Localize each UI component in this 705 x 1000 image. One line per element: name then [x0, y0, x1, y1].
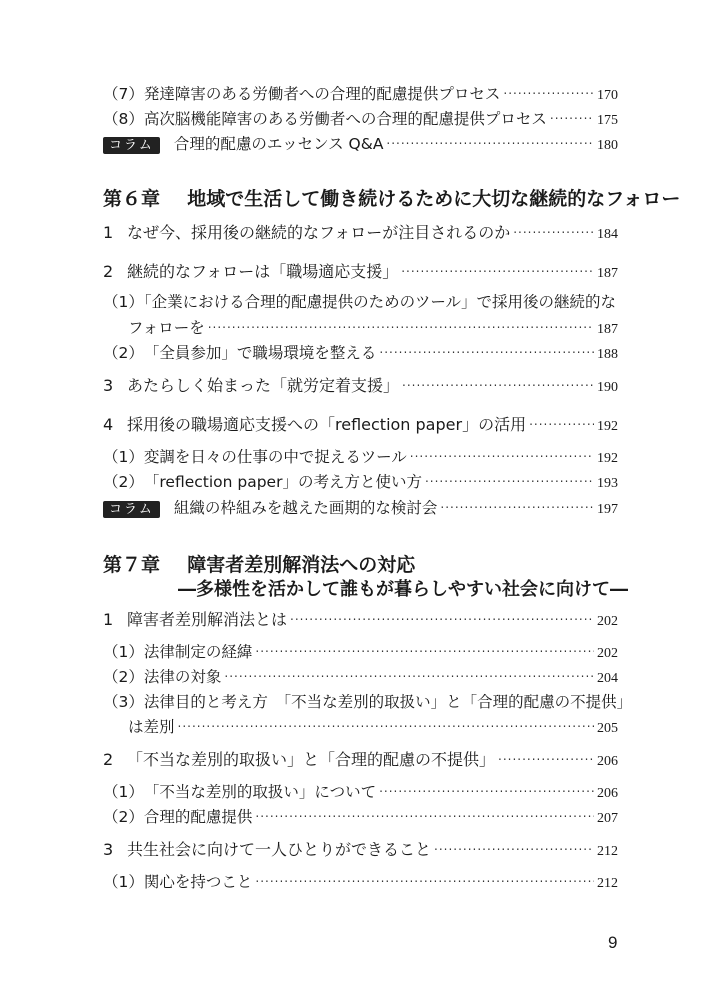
leader-dots: [425, 477, 594, 489]
entry-title: 合理的配慮提供: [143, 808, 253, 826]
page-number: 187: [597, 266, 618, 281]
toc-entry: [103, 610, 618, 632]
leader-dots: [255, 877, 594, 889]
leader-dots: [410, 452, 594, 464]
toc-entry: [103, 840, 618, 862]
entry-title: 関心を持つこと: [143, 873, 253, 891]
entry-title: あたらしく始まった「就労定着支援」: [127, 376, 400, 395]
entry-number: （1）: [103, 448, 144, 466]
entry-title: 継続的なフォローは「職場適応支援」: [127, 262, 399, 281]
entry-title: 法律制定の経緯: [143, 643, 253, 661]
toc-entry: [103, 667, 618, 689]
entry-number: （2）: [103, 473, 144, 491]
page-number: 204: [597, 671, 618, 686]
column-badge: コラム: [103, 501, 160, 518]
entry-title: なぜ今、採用後の継続的なフォローが注目されるのか: [127, 223, 511, 242]
page-number: 207: [597, 811, 618, 826]
toc-entry: [103, 84, 618, 106]
page-number: 192: [597, 451, 618, 466]
toc-entry-column: [103, 498, 618, 520]
entry-title: フォローを: [128, 319, 205, 337]
page-number: 192: [597, 419, 618, 434]
chapter-label: 第６章: [103, 188, 161, 210]
entry-title: 「全員参加」で職場環境を整える: [143, 344, 377, 362]
entry-title: 「不当な差別的取扱い」と「合理的配慮の不提供」: [127, 750, 496, 769]
entry-number: 2: [103, 750, 114, 769]
toc-entry: [103, 415, 618, 437]
leader-dots: [401, 267, 594, 279]
page-number: 180: [597, 138, 618, 153]
toc-entry: [103, 750, 618, 772]
page-number: 188: [597, 347, 618, 362]
leader-dots: [402, 381, 594, 393]
entry-title: 法律の対象: [143, 668, 222, 686]
entry-number: （1）: [103, 643, 144, 661]
page-number: 206: [597, 786, 618, 801]
entry-title: 合理的配慮のエッセンス Q&A: [173, 135, 384, 153]
page-number: 202: [597, 646, 618, 661]
entry-title: は差別: [128, 718, 175, 736]
entry-number: 3: [103, 376, 114, 395]
entry-title: 「不当な差別的取扱い」について: [143, 783, 377, 801]
folio-page-number: 9: [608, 933, 618, 952]
toc-entry: [103, 872, 618, 894]
leader-dots: [440, 503, 594, 515]
page-number: 212: [597, 876, 618, 891]
toc-entry: [103, 782, 618, 804]
entry-number: （8）: [103, 110, 144, 128]
leader-dots: [178, 722, 594, 734]
leader-dots: [550, 114, 594, 126]
entry-title: 共生社会に向けて一人ひとりができること: [127, 840, 432, 859]
entry-number: 2: [103, 262, 114, 281]
chapter-heading: [103, 184, 680, 211]
toc-entry: [103, 807, 618, 829]
entry-number: 1: [103, 223, 114, 242]
toc-entry: [103, 642, 618, 664]
entry-number: （3）: [103, 693, 144, 711]
entry-title: 変調を日々の仕事の中で捉えるツール: [143, 448, 407, 466]
page-number: 202: [597, 614, 618, 629]
leader-dots: [290, 615, 594, 627]
entry-number: （7）: [103, 85, 144, 103]
entry-number: 4: [103, 415, 114, 434]
chapter-subtitle: ―多様性を活かして誰もが暮らしやすい社会に向けて―: [178, 579, 628, 600]
leader-dots: [379, 348, 594, 360]
page-number: 193: [597, 476, 618, 491]
chapter-title: 地域で生活して働き続けるために大切な継続的なフォロー: [187, 188, 681, 210]
toc-entry-line1: [103, 292, 616, 312]
entry-title: 採用後の職場適応支援への「reflection paper」の活用: [127, 415, 527, 434]
entry-number: （2）: [103, 808, 144, 826]
page-number: 197: [597, 502, 618, 517]
page-number: 206: [597, 754, 618, 769]
chapter-heading: [103, 550, 415, 577]
leader-dots: [255, 647, 594, 659]
entry-number: （2）: [103, 344, 144, 362]
entry-title: 法律目的と考え方 「不当な差別的取扱い」と「合理的配慮の不提供」: [143, 693, 633, 711]
toc-entry: [128, 318, 618, 340]
entry-title: 障害者差別解消法とは: [127, 610, 288, 629]
entry-number: 3: [103, 840, 114, 859]
page-number: 175: [597, 113, 618, 128]
leader-dots: [208, 323, 594, 335]
leader-dots: [529, 420, 594, 432]
entry-number: （1）: [103, 293, 144, 311]
toc-entry: [103, 262, 618, 284]
page-number: 184: [597, 227, 618, 242]
leader-dots: [386, 139, 594, 151]
toc-entry-line1: [103, 692, 632, 712]
leader-dots: [224, 672, 594, 684]
toc-entry: [128, 717, 618, 739]
toc-entry: [103, 447, 618, 469]
chapter-label: 第７章: [103, 554, 161, 576]
entry-number: （1）: [103, 873, 144, 891]
toc-entry: [103, 376, 618, 398]
column-badge: コラム: [103, 137, 160, 154]
entry-number: （2）: [103, 668, 144, 686]
entry-title: 発達障害のある労働者への合理的配慮提供プロセス: [143, 85, 501, 103]
entry-title: 「reflection paper」の考え方と使い方: [143, 473, 422, 491]
entry-number: 1: [103, 610, 114, 629]
page-number: 212: [597, 844, 618, 859]
page-number: 187: [597, 322, 618, 337]
chapter-title: 障害者差別解消法への対応: [187, 554, 416, 576]
leader-dots: [498, 755, 594, 767]
toc-entry: [103, 472, 618, 494]
entry-number: （1）: [103, 783, 144, 801]
toc-entry: [103, 343, 618, 365]
entry-title: 「企業における合理的配慮提供のためのツール」で採用後の継続的な: [143, 293, 617, 311]
leader-dots: [255, 812, 594, 824]
leader-dots: [379, 787, 594, 799]
entry-title: 高次脳機能障害のある労働者への合理的配慮提供プロセス: [143, 110, 547, 128]
leader-dots: [434, 845, 594, 857]
toc-entry: [103, 109, 618, 131]
page-number: 205: [597, 721, 618, 736]
page-number: 170: [597, 88, 618, 103]
toc-entry-column: [103, 134, 618, 156]
toc-entry: [103, 223, 618, 245]
entry-title: 組織の枠組みを越えた画期的な検討会: [173, 499, 438, 517]
leader-dots: [503, 89, 594, 101]
leader-dots: [513, 228, 594, 240]
page-number: 190: [597, 380, 618, 395]
